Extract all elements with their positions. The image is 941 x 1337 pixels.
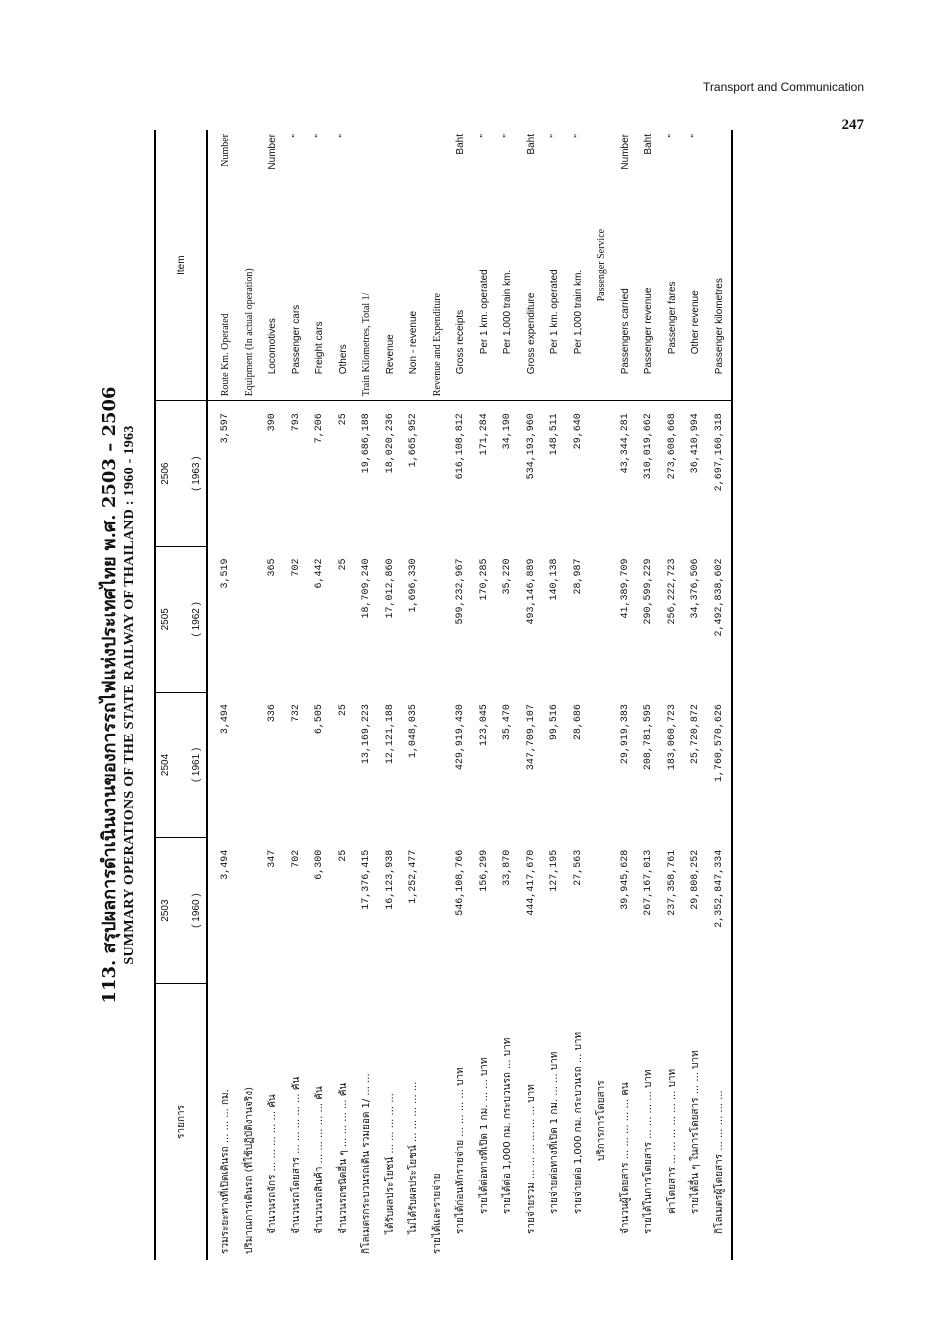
table-header-row (155, 130, 207, 1260)
item-text: Others (337, 343, 349, 374)
value-cell: 493,146,889 (525, 557, 537, 624)
thai-label: กิโลเมตรผู้โดยสาร ... ... ... ... ... (707, 983, 732, 1260)
value-cell: 546,108,766 (454, 849, 466, 916)
value-cell (590, 400, 614, 546)
item-label (355, 130, 379, 401)
item-label (237, 130, 261, 401)
thai-label: รายได้ก่อนหักรายจ่าย ... ... ... ... บาท (454, 1066, 466, 1234)
value-cell: 429,919,430 (454, 703, 466, 770)
year-ce: ( 1963 ) (190, 455, 202, 491)
item-text: Freight cars (313, 321, 325, 374)
value-cell: 256,222,723 (666, 557, 678, 624)
table-row (496, 130, 520, 1260)
unit-label: " (313, 133, 325, 138)
value-cell: 36,410,994 (689, 412, 701, 473)
rotated-table-page (82, 130, 812, 1260)
value-cell: 25 (337, 557, 349, 570)
value-cell: 1,760,570,626 (707, 692, 732, 838)
value-cell: 2,492,838,602 (707, 546, 732, 692)
thai-label: จำนวนรถสินค้า ... ... ... ... ... คัน (313, 1085, 325, 1234)
unit-label: Baht (454, 133, 466, 155)
item-label (308, 130, 332, 401)
item-label (284, 130, 308, 401)
thai-label: กิโลเมตรกระบวนรถเดิน รวมยอด 1/ ... ... (360, 1072, 372, 1254)
item-label (472, 130, 496, 401)
item-label (496, 130, 520, 401)
value-cell: 28,686 (572, 703, 584, 740)
value-cell (425, 546, 449, 692)
value-cell: 3,494 (219, 703, 231, 734)
item-text: Non - revenue (407, 310, 419, 374)
thai-label: จำนวนรถโดยสาร ... ... ... ... ... คัน (290, 1076, 302, 1234)
thai-label: รายจ่ายต่อทางที่เปิด 1 กม. ... ... บาท (548, 1051, 560, 1214)
item-column-header: Item (155, 130, 207, 401)
value-cell: 34,190 (501, 412, 513, 449)
value-cell (237, 837, 261, 983)
value-cell: 16,123,938 (384, 849, 396, 910)
item-text: Passenger cars (290, 304, 302, 374)
item-text: Train Kilometres, Total 1/ (360, 292, 372, 396)
year-header-2506 (155, 400, 207, 546)
value-cell: 2,352,847,334 (707, 837, 732, 983)
year-ce: ( 1961 ) (190, 747, 202, 782)
value-cell: 702 (290, 557, 302, 576)
thai-label: บริการการโดยสาร (595, 1079, 607, 1161)
unit-label: " (689, 133, 701, 138)
item-text: Passengers carried (619, 287, 631, 374)
value-cell: 27,563 (572, 849, 584, 886)
item-label (590, 130, 614, 401)
value-cell: 35,470 (501, 703, 513, 740)
value-cell: 3,494 (219, 849, 231, 880)
value-cell: 183,060,723 (666, 703, 678, 770)
value-cell: 793 (290, 412, 302, 431)
value-cell: 39,945,628 (619, 849, 631, 910)
value-cell: 29,808,252 (689, 849, 701, 910)
value-cell: 702 (290, 849, 302, 868)
item-text: Per 1 km. operated (478, 268, 490, 354)
value-cell (237, 692, 261, 838)
value-cell (237, 546, 261, 692)
item-label (684, 130, 708, 401)
thai-label: จำนวนรถชนิดอื่น ๆ ... ... ... ... คัน (337, 1082, 349, 1234)
table-row (284, 130, 308, 1260)
item-label (402, 130, 426, 401)
thai-label: รายได้ในการโดยสาร ... ... ... ... บาท (642, 1068, 654, 1234)
value-cell: 616,108,812 (454, 412, 466, 479)
value-cell: 34,376,506 (689, 557, 701, 618)
table-row (707, 130, 732, 1260)
item-text: Per 1 km. operated (548, 268, 560, 354)
value-cell: 1,048,035 (407, 703, 419, 758)
table-row (261, 130, 285, 1260)
value-cell: 29,919,383 (619, 703, 631, 764)
year-be: 2505 (159, 607, 171, 630)
value-cell: 156,299 (478, 849, 490, 892)
thai-label: ไม่ได้รับผลประโยชน์ ... ... ... ... ... (407, 1081, 419, 1234)
value-cell: 18,020,236 (384, 412, 396, 473)
thai-label: รายได้และรายจ่าย (431, 1173, 443, 1254)
thai-title: 113. สรุปผลการดำเนินงานของการรถไฟแห่งประเทศไทย พ.ศ. 2503 – 2506 (98, 385, 120, 1004)
item-text: Gross receipts (454, 309, 466, 374)
year-be: 2506 (159, 462, 171, 485)
thai-label: รายจ่ายรวม ... ... ... ... ... ... บาท (525, 1083, 537, 1234)
value-cell: 35,220 (501, 557, 513, 594)
unit-label: Baht (525, 133, 537, 155)
unit-label: Number (619, 133, 631, 170)
thai-label: รายจ่ายต่อ 1,000 กม. กระบวนรถ ... บาท (572, 1031, 584, 1214)
value-cell (590, 692, 614, 838)
value-cell: 732 (290, 703, 302, 722)
item-text: Per 1,000 train km. (501, 269, 513, 354)
year-be: 2503 (159, 898, 171, 922)
thai-label: จำนวนรถจักร ... ... ... ... ... คัน (266, 1093, 278, 1234)
unit-label: " (501, 133, 513, 138)
table-row (684, 130, 708, 1260)
value-cell (590, 546, 614, 692)
value-cell (425, 400, 449, 546)
unit-label: Number (219, 133, 231, 167)
table-row (613, 130, 637, 1260)
value-cell: 6,300 (313, 849, 325, 880)
thai-label: จำนวนผู้โดยสาร ... ... ... ... ... คน (619, 1081, 631, 1234)
value-cell: 310,019,662 (642, 412, 654, 479)
item-label (425, 130, 449, 401)
item-text: Passenger kilometres (713, 277, 725, 374)
value-cell: 17,012,860 (384, 557, 396, 618)
table-row (237, 130, 261, 1260)
item-text: Route Km. Operated (219, 312, 231, 396)
item-label (261, 130, 285, 401)
item-label (613, 130, 637, 401)
value-cell (590, 837, 614, 983)
item-text: Other revenue (689, 289, 701, 354)
value-cell: 336 (266, 703, 278, 722)
value-cell: 1,696,330 (407, 557, 419, 612)
table-row (543, 130, 567, 1260)
value-cell: 33,870 (501, 849, 513, 886)
year-ce: ( 1962 ) (190, 601, 202, 637)
table-row (207, 130, 238, 1260)
value-cell: 29,640 (572, 412, 584, 449)
value-cell: 347,709,107 (525, 703, 537, 770)
thai-label: ค่าโดยสาร ... ... ... ... ... ... บาท (666, 1068, 678, 1214)
value-cell: 365 (266, 557, 278, 576)
value-cell: 534,193,960 (525, 412, 537, 479)
value-cell: 1,665,952 (407, 412, 419, 467)
item-text: Passenger fares (666, 280, 678, 354)
english-title: SUMMARY OPERATIONS OF THE STATE RAILWAY OF THAILAND : 1960 - 1963 (121, 424, 137, 965)
item-text: Locomotives (266, 317, 278, 374)
table-row (472, 130, 496, 1260)
table-row (660, 130, 684, 1260)
value-cell: 25,720,872 (689, 703, 701, 764)
table-row (449, 130, 473, 1260)
thai-label: รายได้ต่อทางที่เปิด 1 กม. ... ... บาท (478, 1056, 490, 1214)
unit-label: " (548, 133, 560, 138)
table-row (331, 130, 355, 1260)
year-header-2504 (155, 692, 207, 838)
value-cell: 7,206 (313, 412, 325, 443)
value-cell: 41,389,709 (619, 557, 631, 618)
unit-label: Baht (642, 133, 654, 155)
item-label (207, 130, 238, 401)
value-cell: 390 (266, 412, 278, 431)
value-cell: 25 (337, 412, 349, 425)
value-cell: 123,045 (478, 703, 490, 746)
value-cell: 237,358,761 (666, 849, 678, 916)
value-cell: 25 (337, 703, 349, 716)
table-body (207, 130, 732, 1260)
table-row (519, 130, 543, 1260)
year-be: 2504 (159, 753, 171, 776)
item-text: Gross expenditure (525, 292, 537, 374)
value-cell (237, 400, 261, 546)
value-cell: 99,516 (548, 703, 560, 740)
item-label (331, 130, 355, 401)
value-cell: 28,987 (572, 557, 584, 594)
thai-label: รายได้ต่อ 1,000 กม. กระบวนรถ ... บาท (501, 1037, 513, 1214)
table-row (355, 130, 379, 1260)
value-cell: 1,252,477 (407, 849, 419, 904)
value-cell: 273,608,668 (666, 412, 678, 479)
item-text: Per 1,000 train km. (572, 269, 584, 354)
value-cell (425, 692, 449, 838)
value-cell: 17,376,415 (360, 849, 372, 910)
table-row (425, 130, 449, 1260)
value-cell: 6,505 (313, 703, 325, 734)
table-row (566, 130, 590, 1260)
value-cell: 25 (337, 849, 349, 862)
item-label (378, 130, 402, 401)
value-cell: 43,344,281 (619, 412, 631, 473)
value-cell: 2,697,160,318 (707, 400, 732, 546)
value-cell (425, 837, 449, 983)
value-cell: 140,138 (548, 557, 560, 600)
unit-label: " (478, 133, 490, 138)
value-cell: 208,781,595 (642, 703, 654, 770)
table-row (378, 130, 402, 1260)
item-text: Passenger revenue (642, 287, 654, 374)
year-header-2503 (155, 837, 207, 983)
value-cell: 171,284 (478, 412, 490, 455)
item-label (543, 130, 567, 401)
thai-label: ปริมาณการเดินรถ (ที่ใช้ปฏิบัติงานจริง) (243, 1086, 255, 1254)
table-row (590, 130, 614, 1260)
item-text: Passenger Service (595, 228, 607, 301)
thai-label: ได้รับผลประโยชน์ ... ... ... ... ... (384, 1092, 396, 1234)
value-cell: 3,519 (219, 557, 231, 588)
item-label (637, 130, 661, 401)
value-cell: 3,597 (219, 412, 231, 443)
running-header: Transport and Communication (703, 80, 864, 94)
table-row (308, 130, 332, 1260)
value-cell: 267,167,013 (642, 849, 654, 916)
year-header-2505 (155, 546, 207, 692)
summary-table (154, 130, 733, 1260)
unit-label: " (290, 133, 302, 138)
unit-label: " (572, 133, 584, 138)
thai-label: รายได้อื่น ๆ ในการโดยสาร ... ... บาท (689, 1049, 701, 1214)
value-cell: 12,121,188 (384, 703, 396, 764)
value-cell: 19,686,188 (360, 412, 372, 473)
table-row (637, 130, 661, 1260)
item-text: Equipment (In actual operation) (243, 267, 255, 396)
value-cell: 127,195 (548, 849, 560, 892)
item-label (449, 130, 473, 401)
value-cell: 18,709,240 (360, 557, 372, 618)
value-cell: 599,232,967 (454, 557, 466, 624)
thai-column-header: รายการ (155, 983, 207, 1260)
item-label (660, 130, 684, 401)
item-label (566, 130, 590, 401)
value-cell: 347 (266, 849, 278, 868)
item-text: Revenue (384, 333, 396, 374)
value-cell: 444,417,670 (525, 849, 537, 916)
thai-label: รวมระยะทางที่เปิดเดินรถ ... ... ... กม. (219, 1088, 231, 1254)
value-cell: 148,511 (548, 412, 560, 455)
value-cell: 6,442 (313, 557, 325, 588)
value-cell: 170,285 (478, 557, 490, 600)
unit-label: " (337, 133, 349, 138)
page-number: 247 (841, 117, 864, 133)
item-text: Revenue and Expenditure (431, 292, 443, 396)
value-cell: 13,169,223 (360, 703, 372, 764)
unit-label: Number (266, 133, 278, 170)
item-label (519, 130, 543, 401)
unit-label: " (666, 133, 678, 138)
value-cell: 290,599,229 (642, 557, 654, 624)
year-ce: ( 1960 ) (190, 892, 202, 928)
table-row (402, 130, 426, 1260)
item-label (707, 130, 732, 401)
